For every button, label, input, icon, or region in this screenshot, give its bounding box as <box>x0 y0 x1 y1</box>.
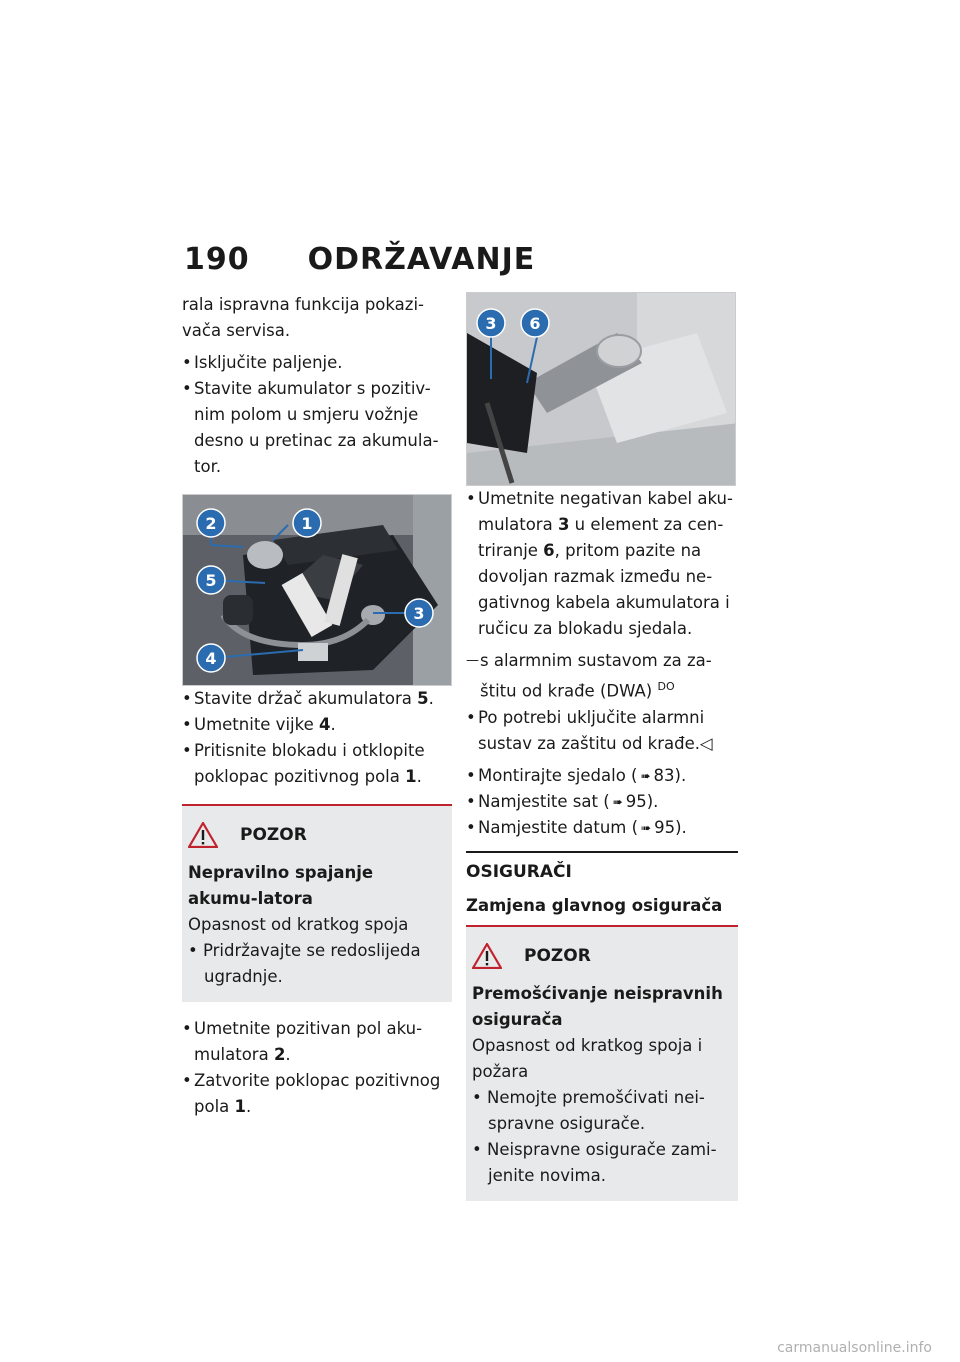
callout-5-label: 5 <box>205 571 217 590</box>
step-negative-cable: • Umetnite negativan kabel aku-mulatora 3 u element za cen-triranje 6, pritom pazite na dovoljan razmak između ne-gativnog kabela akumulatora i ručicu za blokadu sjedala. <box>466 486 738 642</box>
right-column <box>466 292 738 1201</box>
page-ref-link[interactable]: 95). <box>654 817 687 837</box>
step-set-clock: • Namjestite sat ( ➠ 95). <box>466 789 738 815</box>
callout-6-label: 6 <box>529 314 541 333</box>
step-set-date: • Namjestite datum ( ➠ 95). <box>466 815 738 841</box>
arrow-right-icon: ➠ <box>640 768 651 783</box>
section-title: OSIGURAČI <box>466 861 572 882</box>
warning-title: POZOR <box>240 825 307 845</box>
warning-action-1: • Nemojte premošćivati nei-spravne osigurače. <box>472 1087 705 1133</box>
section-divider <box>466 851 738 853</box>
warning-triangle-icon <box>472 943 502 969</box>
warning-title: POZOR <box>524 945 591 966</box>
step-open-cover: • Pritisnite blokadu i otklopite poklopac pozitivnog pola 1. <box>182 738 452 790</box>
page-number: 190 <box>184 242 250 277</box>
warning-box-battery <box>182 804 452 1002</box>
step-place-battery: • Stavite akumulator s pozitiv-nim polom u smjeru vožnje desno u pretinac za akumula-tor. <box>182 376 452 480</box>
step-close-cover: • Zatvorite poklopac pozitivnog pola 1. <box>182 1068 452 1120</box>
warning-action-2: • Neispravne osigurače zami-jenite novima. <box>472 1139 717 1185</box>
step-holder: • Stavite držač akumulatora 5. <box>182 686 452 712</box>
page-ref-link[interactable]: 95). <box>625 791 659 811</box>
step-positive-pole: • Umetnite pozitivan pol aku-mulatora 2. <box>182 1016 452 1068</box>
condition-alarm: — s alarmnim sustavom za za-štitu od krađe (DWA) $^{DO}$ <box>466 648 738 705</box>
left-column <box>182 292 452 1120</box>
warning-subject: Nepravilno spajanje akumu-latora <box>188 863 374 908</box>
warning-cause: Opasnost od kratkog spoja <box>188 915 409 934</box>
paragraph-continuation: rala ispravna funkcija pokazi-vača servisa. <box>182 295 424 340</box>
callout-3-label: 3 <box>413 604 425 623</box>
step-mount-seat: • Montirajte sjedalo ( ➠ 83). <box>466 763 738 789</box>
watermark: carmanualsonline.info <box>777 1340 932 1356</box>
callout-3-label: 3 <box>485 314 497 333</box>
callout-2-label: 2 <box>205 514 217 533</box>
warning-action: • Pridržavajte se redoslijeda ugradnje. <box>188 941 421 986</box>
callout-1-label: 1 <box>301 514 313 533</box>
warning-box-fuses <box>466 925 738 1201</box>
page-ref-link[interactable]: 83). <box>653 765 687 785</box>
chapter-title: ODRŽAVANJE <box>307 242 536 277</box>
arrow-right-icon: ➠ <box>641 820 652 835</box>
negative-cable-illustration <box>467 293 736 486</box>
end-of-section-icon: ◁ <box>700 733 713 753</box>
warning-triangle-icon <box>188 822 218 848</box>
step-ignition-off: • Isključite paljenje. <box>182 350 452 376</box>
warning-cause: Opasnost od kratkog spoja i požara <box>472 1035 703 1081</box>
negative-cable-photo <box>466 292 736 486</box>
subsection-title: Zamjena glavnog osigurača <box>466 895 723 915</box>
step-screws: • Umetnite vijke 4. <box>182 712 452 738</box>
callout-4-label: 4 <box>205 649 217 668</box>
arrow-right-icon: ➠ <box>612 794 623 809</box>
battery-illustration <box>183 495 452 686</box>
battery-photo <box>182 494 452 686</box>
warning-subject: Premošćivanje neispravnih osigurača <box>472 983 723 1029</box>
step-alarm-on: • Po potrebi uključite alarmni sustav za zaštitu od krađe.◁ <box>466 705 738 757</box>
page-header <box>184 242 535 277</box>
